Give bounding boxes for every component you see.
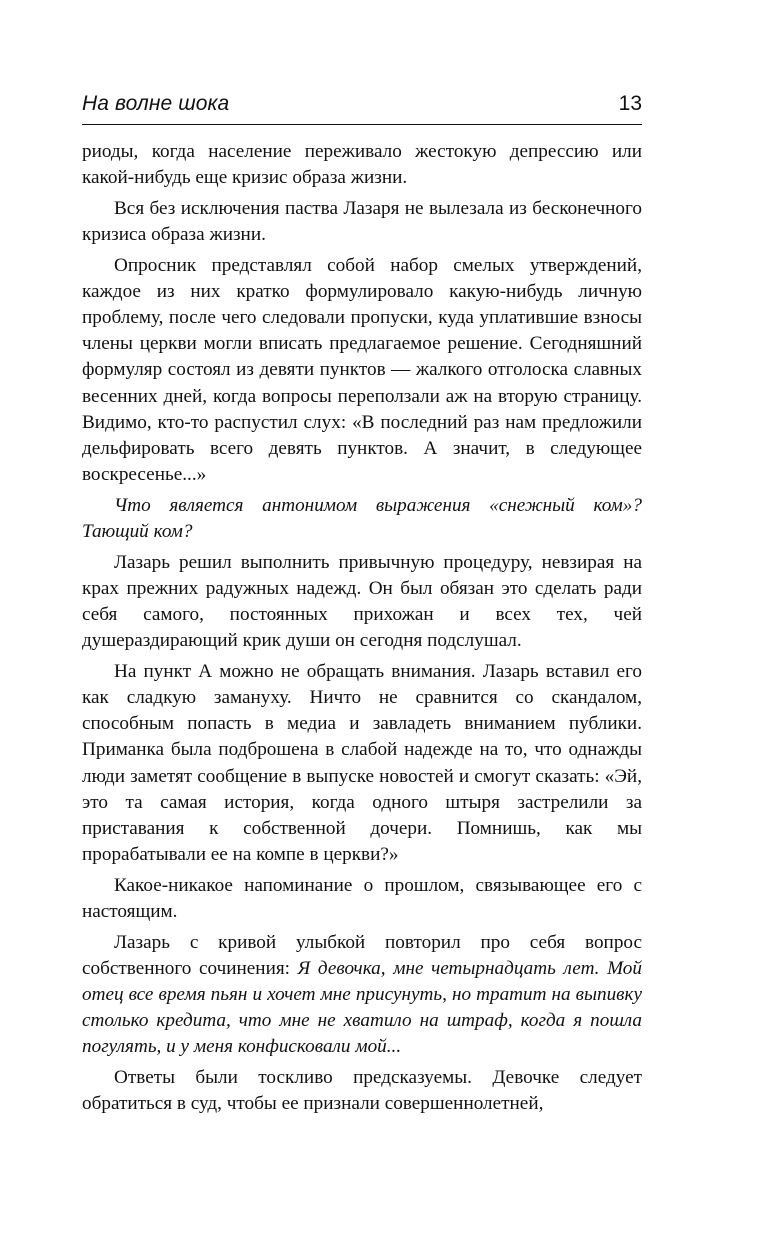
italic-quote: Я девочка, мне четырнадцать лет. Мой отец все время пьян и хочет мне присунуть, но тратит на выпивку столько кредита, что мне не хватило на штраф, когда я пошла погулять, и у меня конфисковали мой... <box>82 957 642 1058</box>
paragraph: Лазарь решил выполнить привычную процедуру, невзирая на крах прежних радужных надежд. Он был обязан это сделать ради себя самого, постоянных прихожан и всех тех, чей душераздирающий крик души он сегодня подслушал. <box>82 551 642 652</box>
paragraph: Ответы были тоскливо предсказуемы. Девочке следует обратиться в суд, чтобы ее признали совершеннолетней, <box>82 1067 642 1115</box>
running-title: На волне шока <box>82 92 230 115</box>
running-header <box>82 86 642 125</box>
paragraph: Вся без исключения паства Лазаря не вылезала из бесконечного кризиса образа жизни. <box>82 197 642 245</box>
body-text <box>82 139 642 1117</box>
paragraph: На пункт А можно не обращать внимания. Лазарь вставил его как сладкую замануху. Ничто не сравнится со скандалом, способным попасть в медиа и завладеть вниманием публики. Приманка была подброшена в слабой надежде на то, что однажды люди заметят сообщение в выпуске новостей и смогут сказать: «Эй, это та самая история, когда одного штыря застрелили за приставания к собственной дочери. Помнишь, как мы прорабатывали ее на компе в церкви?» <box>82 660 642 866</box>
paragraph-text: Лазарь с кривой улыбкой повторил про себя вопрос собственного сочинения: <box>82 931 642 979</box>
page-number: 13 <box>618 92 642 115</box>
paragraph: Опросник представлял собой набор смелых утверждений, каждое из них кратко формулировало какую-нибудь личную проблему, после чего следовали пропуски, куда уплатившие взносы члены церкви могли вписать предлагаемое решение. Сегодняшний формуляр состоял из девяти пунктов — жалкого отголоска славных весенних дней, когда вопросы переползали аж на вторую страницу. Видимо, кто-то распустил слух: «В последний раз нам предложили дельфировать всего девять пунктов. А значит, в следующее воскресенье...» <box>82 254 642 486</box>
paragraph: риоды, когда население переживало жестокую депрессию или какой-нибудь еще кризис образа жизни. <box>82 141 642 189</box>
paragraph <box>82 930 642 1061</box>
book-page <box>82 86 642 1122</box>
paragraph: Какое-никакое напоминание о прошлом, связывающее его с настоящим. <box>82 874 642 923</box>
italic-question: Что является антонимом выражения «снежный ком»? Тающий ком? <box>82 494 642 543</box>
